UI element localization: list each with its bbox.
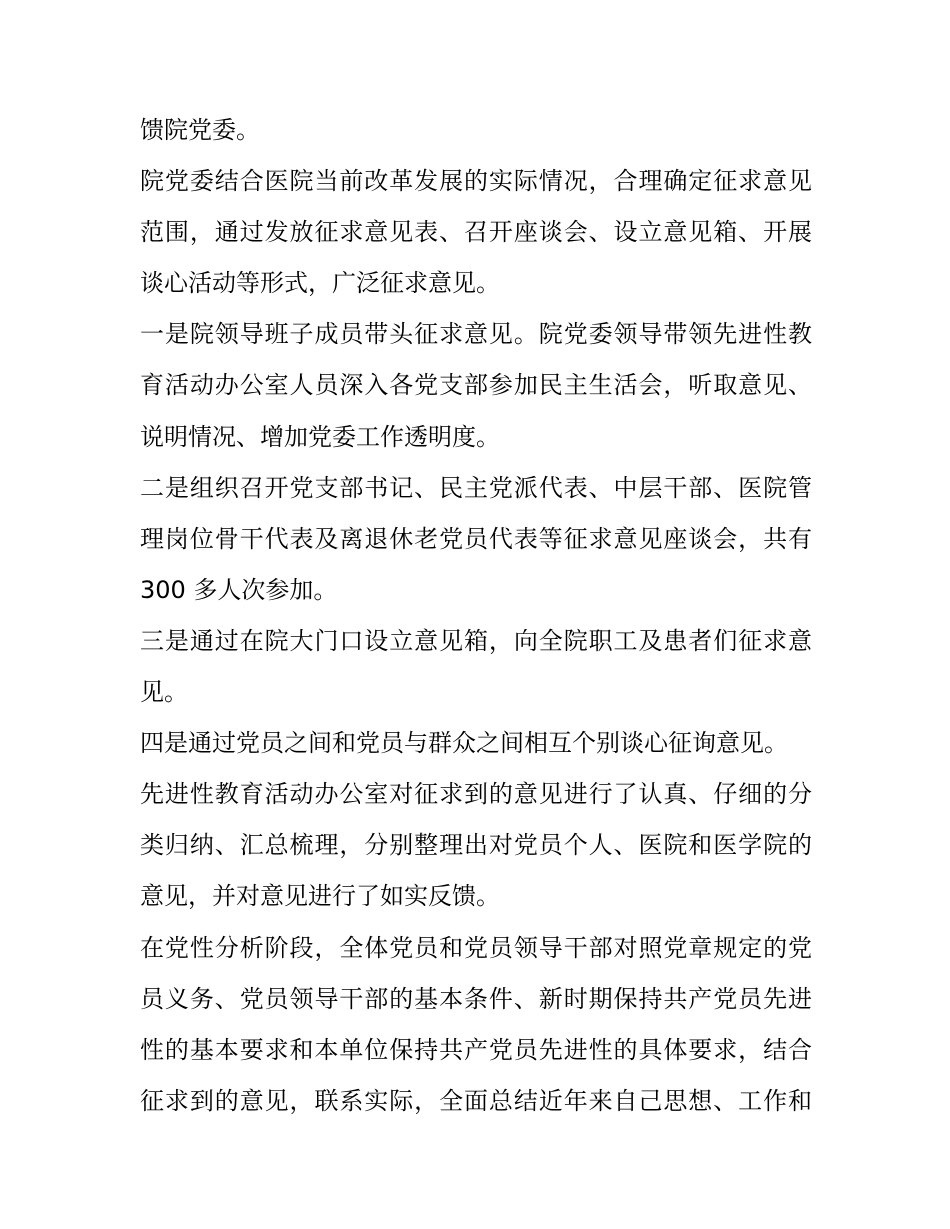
text-line: 性的基本要求和本单位保持共产党员先进性的具体要求，结合	[140, 1035, 812, 1064]
text-line: 四是通过党员之间和党员与群众之间相互个别谈心征询意见。	[140, 729, 788, 758]
paragraph-1	[140, 105, 812, 156]
body-text	[140, 105, 812, 1127]
text-line: 意见，并对意见进行了如实反馈。	[140, 882, 500, 911]
text-line: 征求到的意见，联系实际，全面总结近年来自己思想、工作和	[140, 1086, 812, 1115]
text-line: 院党委结合医院当前改革发展的实际情况，合理确定征求意见	[140, 167, 812, 196]
text-line: 类归纳、汇总梳理，分别整理出对党员个人、医院和医学院的	[140, 831, 812, 860]
paragraph-2	[140, 156, 812, 309]
text-line: 先进性教育活动办公室对征求到的意见进行了认真、仔细的分	[140, 780, 812, 809]
text-line: 在党性分析阶段，全体党员和党员领导干部对照党章规定的党	[140, 933, 812, 962]
text-line: 三是通过在院大门口设立意见箱，向全院职工及患者们征求意	[140, 626, 812, 655]
paragraph-4	[140, 463, 812, 616]
text-line: 谈心活动等形式，广泛征求意见。	[140, 269, 500, 298]
text-line: 说明情况、增加党委工作透明度。	[140, 422, 500, 451]
paragraph-5	[140, 616, 812, 718]
text-line: 育活动办公室人员深入各党支部参加民主生活会，听取意见、	[140, 371, 812, 400]
text-line: 一是院领导班子成员带头征求意见。院党委领导带领先进性教	[140, 320, 812, 349]
paragraph-3	[140, 309, 812, 462]
text-line: 二是组织召开党支部书记、民主党派代表、中层干部、医院管	[140, 473, 812, 502]
paragraph-7	[140, 769, 812, 922]
text-line: 见。	[140, 678, 188, 707]
text-line: 员义务、党员领导干部的基本条件、新时期保持共产党员先进	[140, 984, 812, 1013]
text-line: 馈院党委。	[140, 116, 260, 144]
paragraph-8	[140, 923, 812, 1127]
text-line: 理岗位骨干代表及离退休老党员代表等征求意见座谈会，共有	[140, 524, 812, 553]
paragraph-6	[140, 718, 812, 769]
text-line: 300 多人次参加。	[140, 575, 338, 604]
text-line: 范围，通过发放征求意见表、召开座谈会、设立意见箱、开展	[140, 218, 812, 247]
